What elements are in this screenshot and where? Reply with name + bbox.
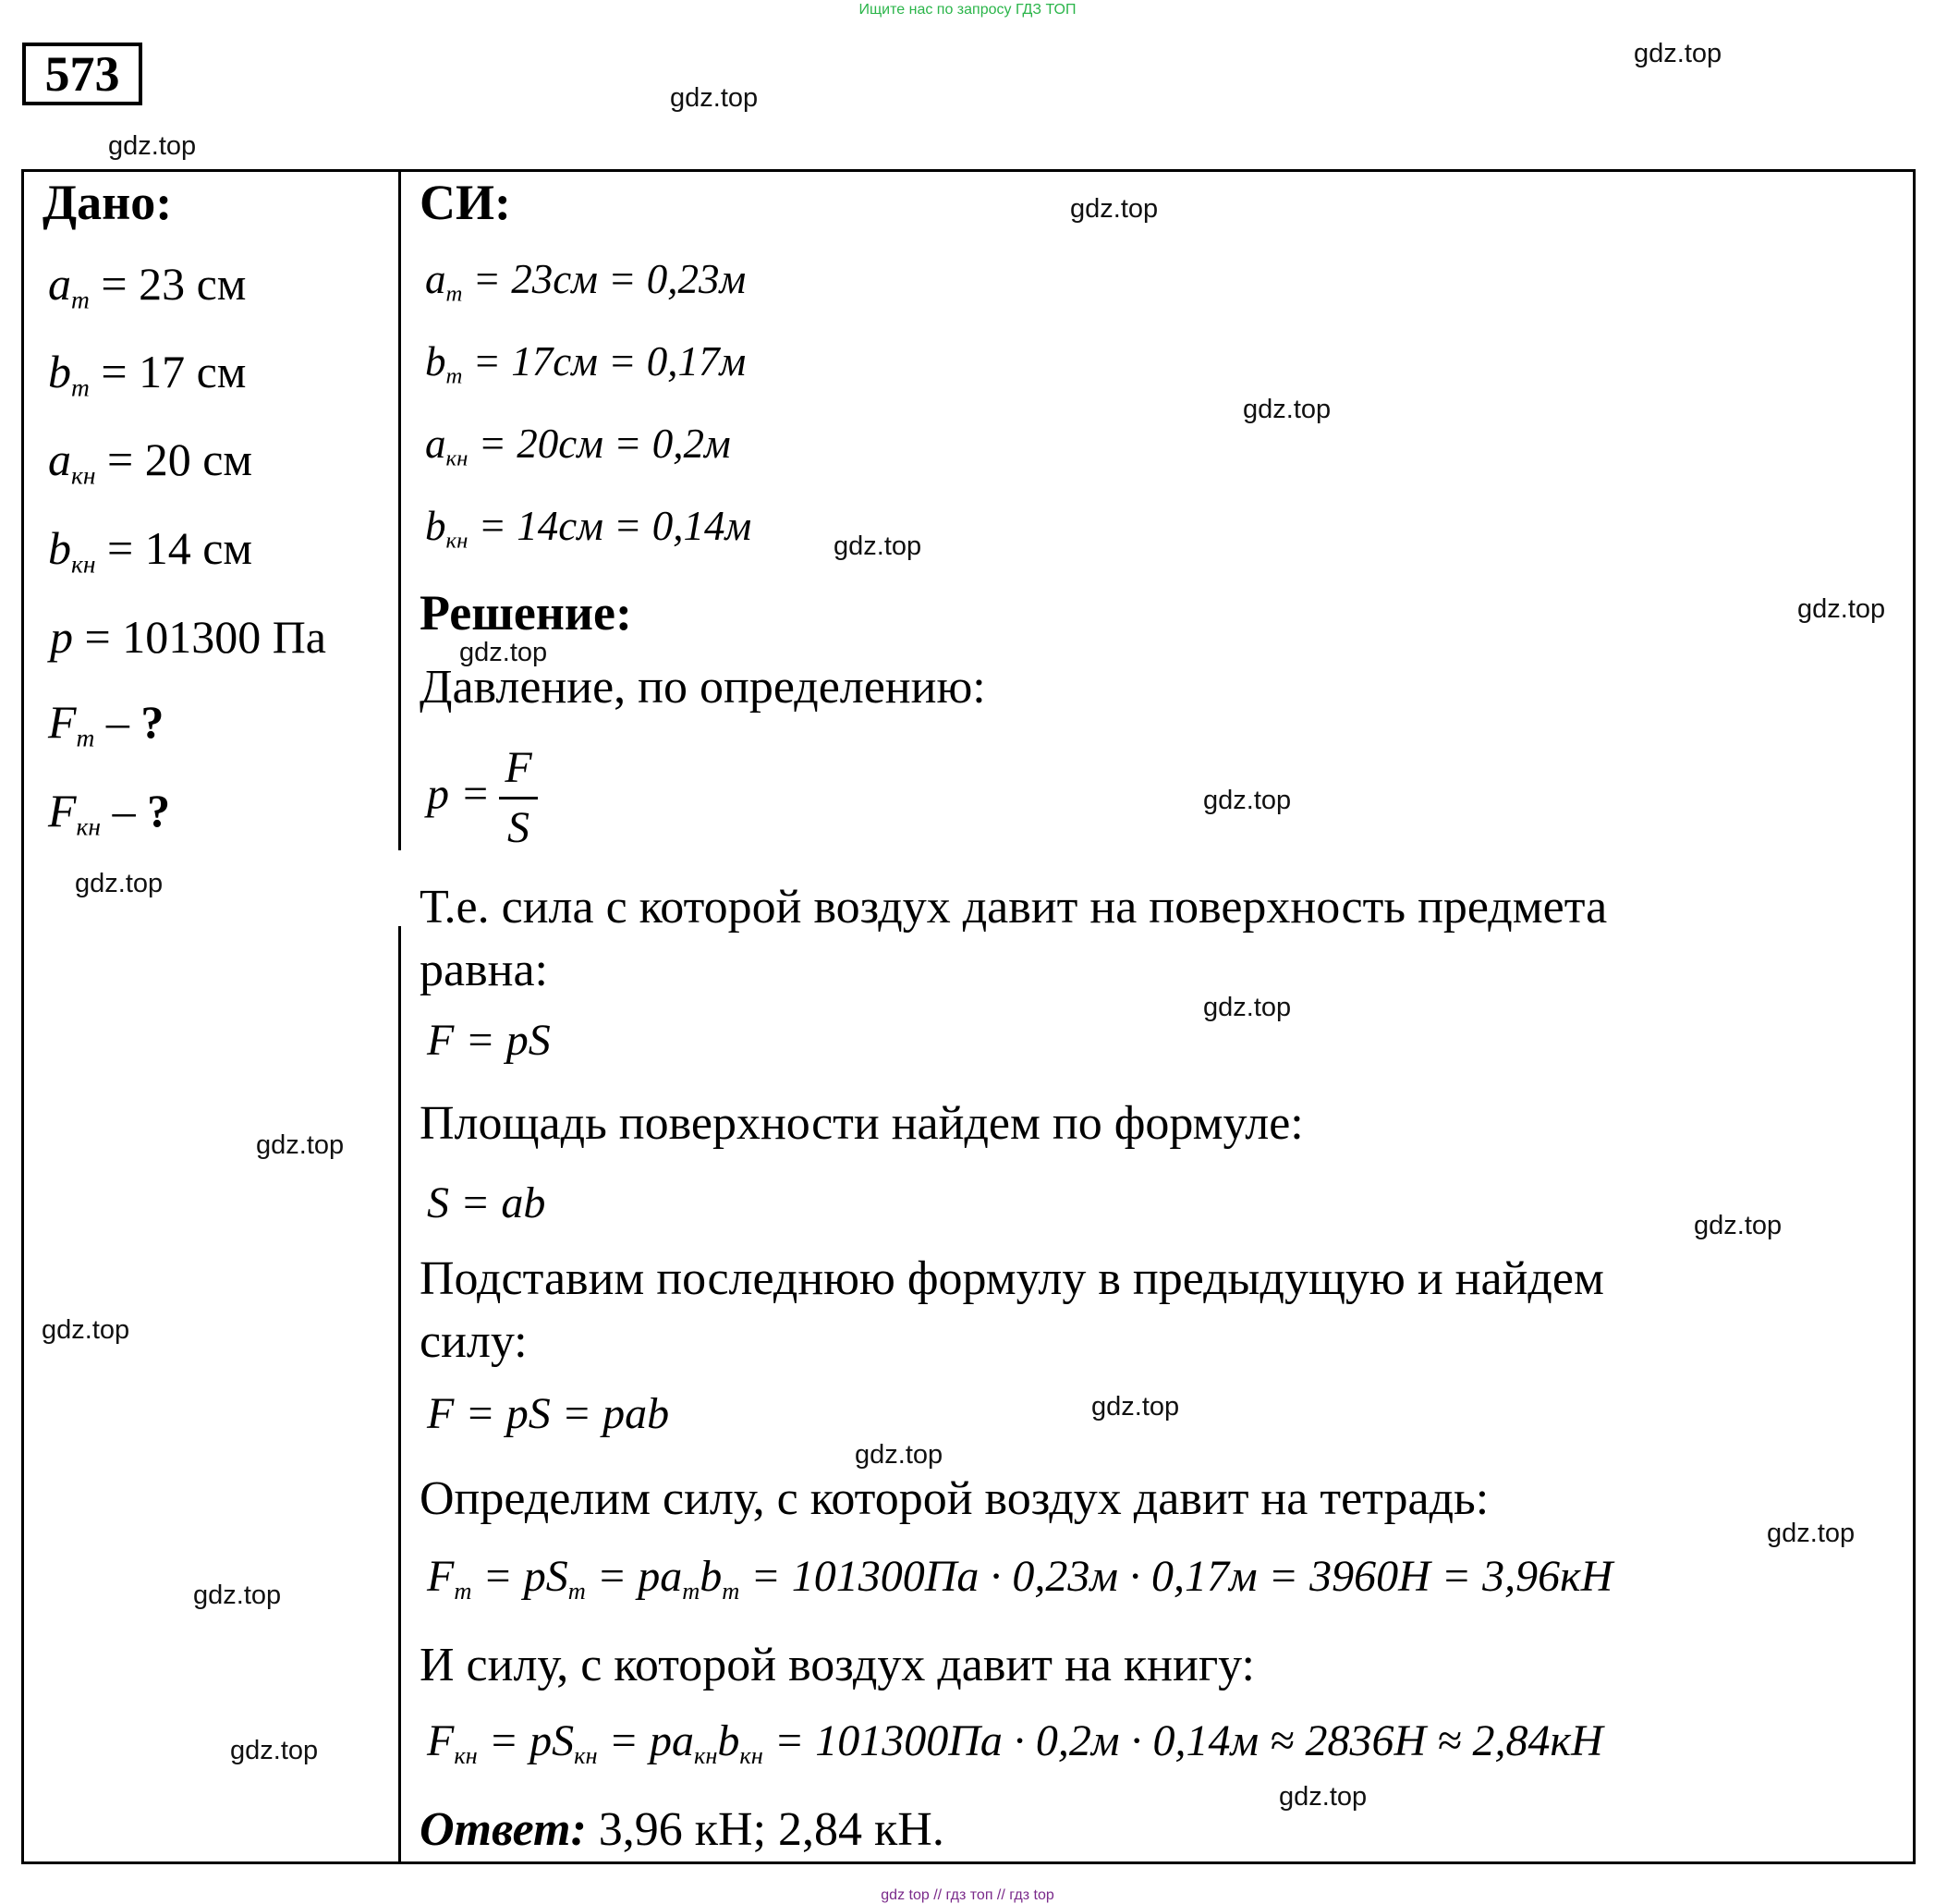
watermark: gdz.top	[834, 531, 922, 561]
watermark: gdz.top	[1203, 993, 1292, 1022]
given-item: $F_{кн}$ – ?	[48, 785, 171, 841]
formula-force-book: $F_{кн} = pS_{кн} = pa_{кн}b_{кн} = 101300Па \cdot 0,2м \cdot 0,14м \approx 2836Н \approx 2,84кН$	[427, 1716, 1603, 1770]
solution-paragraph: Определим силу, с которой воздух давит на тетрадь:	[420, 1472, 1490, 1525]
given-item: $b_{кн} = 14$ см	[48, 522, 253, 579]
watermark: gdz.top	[1203, 786, 1292, 815]
given-item: $a_т = 23$ см	[48, 258, 247, 314]
solution-title: Решение:	[420, 585, 632, 641]
answer: Ответ: 3,96 кН; 2,84 кН.	[420, 1803, 944, 1856]
watermark: gdz.top	[1091, 1392, 1180, 1422]
footer-links: gdz top // гдз топ // гдз top	[881, 1887, 1054, 1903]
watermark: gdz.top	[1070, 194, 1159, 224]
si-item: $b_т = 17см = 0,17м$	[425, 338, 747, 389]
column-divider-gap	[395, 850, 404, 926]
si-item: $b_{кн} = 14см = 0,14м$	[425, 503, 752, 554]
column-divider	[398, 169, 401, 1864]
watermark: gdz.top	[1694, 1211, 1783, 1240]
watermark: gdz.top	[108, 131, 197, 161]
formula-pressure: p = $\frac{F}{S}$	[427, 739, 538, 857]
watermark: gdz.top	[855, 1440, 943, 1470]
watermark: gdz.top	[1797, 594, 1886, 624]
watermark: gdz.top	[1634, 39, 1722, 68]
solution-paragraph: Подставим последнюю формулу в предыдущую и найдем	[420, 1252, 1604, 1305]
top-banner: Ищите нас по запросу ГДЗ ТОП	[858, 2, 1077, 18]
solution-paragraph: Т.е. сила с которой воздух давит на поверхность предмета	[420, 881, 1608, 934]
si-title: СИ:	[420, 175, 511, 230]
formula-force: F = pS	[427, 1016, 551, 1065]
solution-paragraph: Площадь поверхности найдем по формуле:	[420, 1097, 1304, 1150]
given-item: $b_т = 17$ см	[48, 346, 247, 402]
given-item: p = 101300 Па	[50, 611, 326, 663]
formula-force-substituted: F = pS = pab	[427, 1389, 670, 1438]
solution-paragraph: И силу, с которой воздух давит на книгу:	[420, 1639, 1255, 1691]
problem-number: 573	[22, 43, 142, 105]
watermark: gdz.top	[230, 1736, 319, 1765]
formula-force-notebook: $F_т = pS_т = pa_тb_т = 101300Па \cdot 0,23м \cdot 0,17м = 3960Н = 3,96кН$	[427, 1552, 1613, 1605]
watermark: gdz.top	[256, 1130, 345, 1160]
given-item: $F_т$ – ?	[48, 696, 164, 752]
solution-table	[21, 169, 1916, 1864]
solution-paragraph: силу:	[420, 1315, 528, 1368]
formula-area: S = ab	[427, 1178, 546, 1227]
solution-paragraph: Давление, по определению:	[420, 661, 986, 714]
watermark: gdz.top	[42, 1315, 130, 1345]
watermark: gdz.top	[1279, 1782, 1368, 1812]
given-item: $a_{кн} = 20$ см	[48, 433, 253, 490]
given-title: Дано:	[43, 175, 173, 230]
watermark: gdz.top	[459, 638, 548, 667]
watermark: gdz.top	[670, 83, 759, 113]
si-item: $a_{кн} = 20см = 0,2м$	[425, 421, 731, 471]
solution-paragraph: равна:	[420, 944, 548, 996]
watermark: gdz.top	[75, 869, 164, 898]
watermark: gdz.top	[1767, 1519, 1856, 1548]
watermark: gdz.top	[1243, 395, 1332, 424]
watermark: gdz.top	[193, 1581, 282, 1610]
si-item: $a_т = 23см = 0,23м$	[425, 256, 747, 307]
